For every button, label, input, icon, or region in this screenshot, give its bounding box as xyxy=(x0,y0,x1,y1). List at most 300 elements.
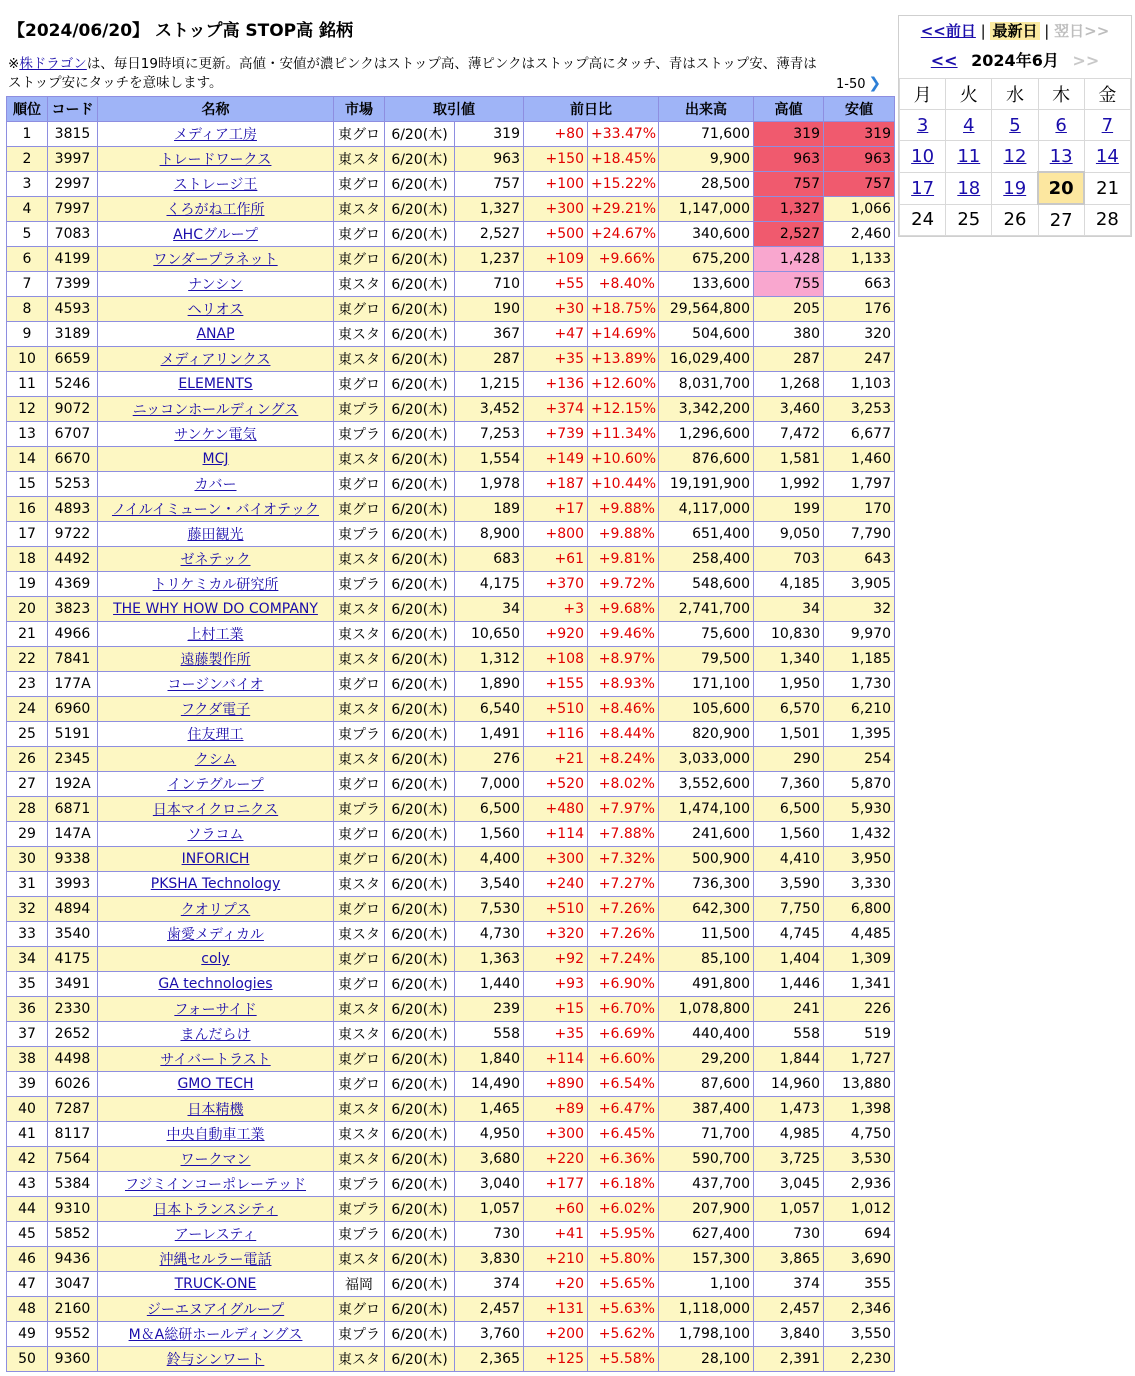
stock-name-link[interactable]: フジミインコーポレーテッド xyxy=(124,1177,307,1193)
stock-name-link[interactable]: トリケミカル研究所 xyxy=(152,577,279,593)
low-cell: 1,727 xyxy=(824,1047,895,1072)
code-cell: 7564 xyxy=(48,1147,98,1172)
table-row xyxy=(7,597,895,622)
stock-name-cell xyxy=(98,797,334,822)
change-cell: +35 xyxy=(524,347,588,372)
table-row xyxy=(7,422,895,447)
calendar-day-link[interactable]: 18 xyxy=(957,177,981,199)
change-cell: +739 xyxy=(524,422,588,447)
code-cell: 3047 xyxy=(48,1272,98,1297)
change-pct-cell: +11.34% xyxy=(588,422,659,447)
calendar-month-nav xyxy=(899,46,1131,76)
low-cell: 963 xyxy=(824,147,895,172)
rank-cell: 22 xyxy=(7,647,48,672)
code-cell: 6670 xyxy=(48,447,98,472)
stock-name-link[interactable]: くろがね工作所 xyxy=(166,202,265,218)
calendar-day-link[interactable]: 5 xyxy=(1009,114,1021,136)
high-cell: 730 xyxy=(754,1222,824,1247)
stock-name-link[interactable]: M＆A総研ホールディングス xyxy=(128,1327,303,1343)
rank-cell: 4 xyxy=(7,197,48,222)
calendar-day-link[interactable]: 4 xyxy=(963,114,975,136)
calendar-day-link[interactable]: 19 xyxy=(1003,177,1027,199)
code-cell: 4893 xyxy=(48,497,98,522)
change-cell: +800 xyxy=(524,522,588,547)
high-cell: 287 xyxy=(754,347,824,372)
stock-name-cell xyxy=(98,572,334,597)
market-cell: 東グロ xyxy=(334,947,385,972)
stock-name-link[interactable]: THE WHY HOW DO COMPANY xyxy=(113,601,318,617)
stock-name-cell xyxy=(98,347,334,372)
code-cell: 3189 xyxy=(48,322,98,347)
change-cell: +17 xyxy=(524,497,588,522)
low-cell: 3,530 xyxy=(824,1147,895,1172)
calendar-day-link[interactable]: 7 xyxy=(1101,114,1114,136)
stock-name-link[interactable]: ヘリオス xyxy=(187,302,244,318)
volume-cell: 627,400 xyxy=(659,1222,754,1247)
stock-name-link[interactable]: カバー xyxy=(194,477,237,493)
low-cell: 3,253 xyxy=(824,397,895,422)
change-pct-cell: +6.70% xyxy=(588,997,659,1022)
code-cell: 9338 xyxy=(48,847,98,872)
stock-name-link[interactable]: 遠藤製作所 xyxy=(180,652,251,668)
change-cell: +890 xyxy=(524,1072,588,1097)
market-cell: 福岡 xyxy=(334,1272,385,1297)
high-cell: 3,045 xyxy=(754,1172,824,1197)
next-page-arrow-icon[interactable]: ❯ xyxy=(868,74,882,92)
calendar-day xyxy=(1084,110,1130,141)
rank-cell: 48 xyxy=(7,1297,48,1322)
change-pct-cell: +6.36% xyxy=(588,1147,659,1172)
code-cell: 192A xyxy=(48,772,98,797)
code-cell: 6960 xyxy=(48,697,98,722)
change-cell: +131 xyxy=(524,1297,588,1322)
low-cell: 2,460 xyxy=(824,222,895,247)
table-row xyxy=(7,397,895,422)
volume-cell: 3,342,200 xyxy=(659,397,754,422)
calendar-day-link[interactable]: 6 xyxy=(1055,114,1067,136)
table-row xyxy=(7,797,895,822)
code-cell: 4175 xyxy=(48,947,98,972)
header-volume: 出来高 xyxy=(659,97,754,122)
market-cell: 東スタ xyxy=(334,597,385,622)
code-cell: 4966 xyxy=(48,622,98,647)
calendar-day: 25 xyxy=(946,204,992,236)
code-cell: 5253 xyxy=(48,472,98,497)
market-cell: 東プラ xyxy=(334,422,385,447)
table-row xyxy=(7,272,895,297)
market-cell: 東グロ xyxy=(334,847,385,872)
high-cell: 319 xyxy=(754,122,824,147)
stock-name-link[interactable]: クシム xyxy=(194,752,237,768)
price-cell: 3,452 xyxy=(455,397,524,422)
stock-name-link[interactable]: ノイルイミューン・バイオテック xyxy=(111,502,320,518)
stock-name-cell xyxy=(98,1147,334,1172)
low-cell: 3,690 xyxy=(824,1247,895,1272)
table-row xyxy=(7,997,895,1022)
date-cell: 6/20(木) xyxy=(385,1197,455,1222)
high-cell: 10,830 xyxy=(754,622,824,647)
calendar-day xyxy=(1038,141,1084,173)
change-pct-cell: +9.72% xyxy=(588,572,659,597)
date-cell: 6/20(木) xyxy=(385,772,455,797)
stock-name-link[interactable]: 歯愛メディカル xyxy=(167,927,264,943)
rank-cell: 50 xyxy=(7,1347,48,1372)
change-pct-cell: +9.81% xyxy=(588,547,659,572)
low-cell: 6,800 xyxy=(824,897,895,922)
low-cell: 3,905 xyxy=(824,572,895,597)
stock-name-link[interactable]: ニッコンホールディングス xyxy=(132,402,299,418)
price-cell: 7,253 xyxy=(455,422,524,447)
market-cell: 東スタ xyxy=(334,1347,385,1372)
volume-cell: 504,600 xyxy=(659,322,754,347)
stock-name-link[interactable]: 日本精機 xyxy=(187,1102,244,1118)
stock-name-cell xyxy=(98,747,334,772)
calendar-day-link[interactable]: 13 xyxy=(1049,145,1073,167)
price-cell: 1,890 xyxy=(455,672,524,697)
change-cell: +177 xyxy=(524,1172,588,1197)
volume-cell: 157,300 xyxy=(659,1247,754,1272)
stock-name-link[interactable]: 鈴与シンワート xyxy=(166,1352,265,1368)
code-cell: 3491 xyxy=(48,972,98,997)
high-cell: 4,985 xyxy=(754,1122,824,1147)
high-cell: 963 xyxy=(754,147,824,172)
stock-name-link[interactable]: コージンバイオ xyxy=(167,677,264,693)
stock-name-link[interactable]: 日本マイクロニクス xyxy=(152,802,279,818)
stock-name-link[interactable]: GA technologies xyxy=(158,976,273,992)
table-row xyxy=(7,1197,895,1222)
code-cell: 9552 xyxy=(48,1322,98,1347)
stock-name-link[interactable]: 日本トランスシティ xyxy=(153,1202,278,1218)
stock-name-cell xyxy=(98,597,334,622)
calendar-day-link[interactable]: 3 xyxy=(916,114,929,136)
table-row xyxy=(7,1272,895,1297)
price-cell: 1,840 xyxy=(455,1047,524,1072)
code-cell: 6659 xyxy=(48,347,98,372)
code-cell: 2997 xyxy=(48,172,98,197)
price-cell: 1,491 xyxy=(455,722,524,747)
high-cell: 1,581 xyxy=(754,447,824,472)
stock-name-link[interactable]: ストレージ王 xyxy=(173,177,258,193)
date-cell: 6/20(木) xyxy=(385,1147,455,1172)
stock-name-cell xyxy=(98,122,334,147)
code-cell: 3997 xyxy=(48,147,98,172)
table-row xyxy=(7,447,895,472)
stock-name-link[interactable]: まんだらけ xyxy=(180,1027,251,1043)
stock-name-cell xyxy=(98,147,334,172)
market-cell: 東スタ xyxy=(334,1247,385,1272)
market-cell: 東スタ xyxy=(334,647,385,672)
stock-name-link[interactable]: インテグループ xyxy=(167,777,264,793)
rank-cell: 43 xyxy=(7,1172,48,1197)
volume-cell: 548,600 xyxy=(659,572,754,597)
code-cell: 7083 xyxy=(48,222,98,247)
stock-name-link[interactable]: AHCグループ xyxy=(173,227,258,243)
stock-name-cell xyxy=(98,172,334,197)
stock-name-cell xyxy=(98,1297,334,1322)
stock-name-cell xyxy=(98,397,334,422)
stock-name-link[interactable]: MCJ xyxy=(202,451,229,467)
kabu-dragon-link[interactable]: 株ドラゴン xyxy=(19,56,87,72)
rank-cell: 9 xyxy=(7,322,48,347)
volume-cell: 258,400 xyxy=(659,547,754,572)
volume-cell: 207,900 xyxy=(659,1197,754,1222)
table-row xyxy=(7,1097,895,1122)
change-pct-cell: +7.24% xyxy=(588,947,659,972)
calendar-day xyxy=(1084,141,1130,173)
calendar-day-link[interactable]: 17 xyxy=(911,177,935,199)
rank-cell: 42 xyxy=(7,1147,48,1172)
low-cell: 5,930 xyxy=(824,797,895,822)
price-cell: 1,560 xyxy=(455,822,524,847)
stock-name-cell xyxy=(98,247,334,272)
stock-name-link[interactable]: フクダ電子 xyxy=(180,702,251,718)
date-cell: 6/20(木) xyxy=(385,922,455,947)
price-cell: 374 xyxy=(455,1272,524,1297)
date-cell: 6/20(木) xyxy=(385,897,455,922)
change-cell: +114 xyxy=(524,822,588,847)
date-cell: 6/20(木) xyxy=(385,1347,455,1372)
code-cell: 3540 xyxy=(48,922,98,947)
volume-cell: 241,600 xyxy=(659,822,754,847)
change-cell: +80 xyxy=(524,122,588,147)
calendar-day-link[interactable]: 10 xyxy=(911,145,935,167)
stock-name-cell xyxy=(98,422,334,447)
latest-day-label[interactable]: 最新日 xyxy=(992,22,1038,40)
stock-name-link[interactable]: 中央自動車工業 xyxy=(166,1127,265,1143)
rank-cell: 17 xyxy=(7,522,48,547)
stock-name-link[interactable]: 沖縄セルラー電話 xyxy=(159,1252,272,1268)
code-cell: 4894 xyxy=(48,897,98,922)
date-cell: 6/20(木) xyxy=(385,1097,455,1122)
change-pct-cell: +5.95% xyxy=(588,1222,659,1247)
calendar-week-row xyxy=(900,172,1131,204)
change-pct-cell: +6.18% xyxy=(588,1172,659,1197)
market-cell: 東グロ xyxy=(334,297,385,322)
stock-name-link[interactable]: INFORICH xyxy=(181,851,250,867)
rank-cell: 12 xyxy=(7,397,48,422)
change-pct-cell: +8.44% xyxy=(588,722,659,747)
rank-cell: 6 xyxy=(7,247,48,272)
volume-cell: 1,296,600 xyxy=(659,422,754,447)
stock-name-link[interactable]: GMO TECH xyxy=(177,1076,254,1092)
stock-name-link[interactable]: PKSHA Technology xyxy=(150,876,281,892)
change-cell: +510 xyxy=(524,697,588,722)
volume-cell: 651,400 xyxy=(659,522,754,547)
rank-cell: 14 xyxy=(7,447,48,472)
header-rank: 順位 xyxy=(7,97,48,122)
market-cell: 東スタ xyxy=(334,147,385,172)
price-cell: 1,312 xyxy=(455,647,524,672)
stock-name-cell xyxy=(98,1247,334,1272)
stock-name-link[interactable]: ELEMENTS xyxy=(178,376,253,392)
change-cell: +155 xyxy=(524,672,588,697)
low-cell: 1,395 xyxy=(824,722,895,747)
date-cell: 6/20(木) xyxy=(385,997,455,1022)
table-row xyxy=(7,972,895,997)
price-cell: 4,175 xyxy=(455,572,524,597)
note-text: は、毎日19時頃に更新。高値・安値が濃ピンクはストップ高、薄ピンクはストップ高にタッチ、青はストップ安、薄青はストップ安にタッチを意味します。 xyxy=(8,56,817,91)
date-cell: 6/20(木) xyxy=(385,422,455,447)
stock-name-link[interactable]: ジーエヌアイグループ xyxy=(146,1302,285,1318)
stock-name-link[interactable]: 藤田観光 xyxy=(187,527,244,543)
high-cell: 4,745 xyxy=(754,922,824,947)
stock-table xyxy=(6,96,895,1372)
table-row xyxy=(7,822,895,847)
high-cell: 1,340 xyxy=(754,647,824,672)
market-cell: 東スタ xyxy=(334,1097,385,1122)
price-cell: 14,490 xyxy=(455,1072,524,1097)
stock-name-link[interactable]: トレードワークス xyxy=(159,152,272,168)
stock-name-cell xyxy=(98,222,334,247)
stock-name-link[interactable]: ナンシン xyxy=(188,277,243,293)
price-cell: 1,215 xyxy=(455,372,524,397)
rank-cell: 39 xyxy=(7,1072,48,1097)
page-title: 【2024/06/20】 ストップ高 STOP高 銘柄 xyxy=(8,21,354,41)
stock-name-link[interactable]: ワンダープラネット xyxy=(153,252,278,268)
change-pct-cell: +8.24% xyxy=(588,747,659,772)
high-cell: 1,327 xyxy=(754,197,824,222)
stock-name-link[interactable]: ソラコム xyxy=(187,827,244,843)
stock-name-link[interactable]: 住友理工 xyxy=(187,727,244,743)
calendar-day xyxy=(946,110,992,141)
market-cell: 東スタ xyxy=(334,872,385,897)
market-cell: 東グロ xyxy=(334,372,385,397)
code-cell: 7399 xyxy=(48,272,98,297)
rank-cell: 44 xyxy=(7,1197,48,1222)
table-row xyxy=(7,1122,895,1147)
stock-name-link[interactable]: ゼネテック xyxy=(180,552,251,568)
date-cell: 6/20(木) xyxy=(385,1247,455,1272)
change-pct-cell: +9.88% xyxy=(588,522,659,547)
change-pct-cell: +9.46% xyxy=(588,622,659,647)
stock-name-link[interactable]: メディア工房 xyxy=(174,127,257,143)
low-cell: 254 xyxy=(824,747,895,772)
change-cell: +61 xyxy=(524,547,588,572)
stock-name-link[interactable]: クオリプス xyxy=(180,902,251,918)
stock-name-link[interactable]: メディアリンクス xyxy=(160,352,271,368)
low-cell: 757 xyxy=(824,172,895,197)
volume-cell: 171,100 xyxy=(659,672,754,697)
high-cell: 1,473 xyxy=(754,1097,824,1122)
price-cell: 1,465 xyxy=(455,1097,524,1122)
change-pct-cell: +7.27% xyxy=(588,872,659,897)
rank-cell: 37 xyxy=(7,1022,48,1047)
price-cell: 683 xyxy=(455,547,524,572)
high-cell: 1,992 xyxy=(754,472,824,497)
table-row xyxy=(7,697,895,722)
prev-day-link[interactable]: <<前日 xyxy=(920,22,976,40)
stock-name-link[interactable]: ワークマン xyxy=(180,1152,251,1168)
change-cell: +136 xyxy=(524,372,588,397)
calendar-day-link[interactable]: 14 xyxy=(1095,145,1119,167)
prev-month-link[interactable]: << xyxy=(930,51,958,70)
stock-name-cell xyxy=(98,272,334,297)
change-pct-cell: +6.45% xyxy=(588,1122,659,1147)
code-cell: 2652 xyxy=(48,1022,98,1047)
stock-name-cell xyxy=(98,472,334,497)
stock-name-link[interactable]: coly xyxy=(201,951,230,967)
stock-name-link[interactable]: フォーサイド xyxy=(174,1002,257,1018)
market-cell: 東スタ xyxy=(334,747,385,772)
rank-cell: 20 xyxy=(7,597,48,622)
low-cell: 4,485 xyxy=(824,922,895,947)
change-cell: +35 xyxy=(524,1022,588,1047)
volume-cell: 105,600 xyxy=(659,697,754,722)
rank-cell: 49 xyxy=(7,1322,48,1347)
code-cell: 9072 xyxy=(48,397,98,422)
table-row xyxy=(7,872,895,897)
market-cell: 東グロ xyxy=(334,1297,385,1322)
change-cell: +109 xyxy=(524,247,588,272)
high-cell: 7,360 xyxy=(754,772,824,797)
market-cell: 東グロ xyxy=(334,897,385,922)
stock-name-link[interactable]: TRUCK-ONE xyxy=(174,1276,257,1292)
low-cell: 13,880 xyxy=(824,1072,895,1097)
change-cell: +47 xyxy=(524,322,588,347)
table-header-row xyxy=(7,97,895,122)
volume-cell: 8,031,700 xyxy=(659,372,754,397)
calendar-day: 26 xyxy=(992,204,1038,236)
date-cell: 6/20(木) xyxy=(385,797,455,822)
market-cell: 東グロ xyxy=(334,672,385,697)
code-cell: 9436 xyxy=(48,1247,98,1272)
header-price: 取引値 xyxy=(385,97,524,122)
market-cell: 東スタ xyxy=(334,922,385,947)
code-cell: 5384 xyxy=(48,1172,98,1197)
change-pct-cell: +18.75% xyxy=(588,297,659,322)
rank-cell: 18 xyxy=(7,547,48,572)
stock-name-cell xyxy=(98,322,334,347)
low-cell: 226 xyxy=(824,997,895,1022)
table-row xyxy=(7,947,895,972)
month-label: 2024年6月 xyxy=(971,51,1059,70)
low-cell: 6,677 xyxy=(824,422,895,447)
market-cell: 東プラ xyxy=(334,1197,385,1222)
high-cell: 1,501 xyxy=(754,722,824,747)
date-cell: 6/20(木) xyxy=(385,1322,455,1347)
date-cell: 6/20(木) xyxy=(385,272,455,297)
low-cell: 643 xyxy=(824,547,895,572)
high-cell: 1,428 xyxy=(754,247,824,272)
calendar-day xyxy=(900,172,946,204)
stock-name-link[interactable]: 上村工業 xyxy=(187,627,244,643)
table-row xyxy=(7,1297,895,1322)
calendar-day-link[interactable]: 11 xyxy=(957,145,981,167)
header-high: 高値 xyxy=(754,97,824,122)
volume-cell: 437,700 xyxy=(659,1172,754,1197)
market-cell: 東スタ xyxy=(334,447,385,472)
market-cell: 東グロ xyxy=(334,1072,385,1097)
stock-name-link[interactable]: サイバートラスト xyxy=(160,1052,271,1068)
date-cell: 6/20(木) xyxy=(385,847,455,872)
market-cell: 東スタ xyxy=(334,547,385,572)
date-cell: 6/20(木) xyxy=(385,472,455,497)
stock-name-link[interactable]: サンケン電気 xyxy=(174,427,257,443)
price-cell: 7,530 xyxy=(455,897,524,922)
change-cell: +220 xyxy=(524,1147,588,1172)
change-pct-cell: +5.62% xyxy=(588,1322,659,1347)
price-cell: 34 xyxy=(455,597,524,622)
market-cell: 東グロ xyxy=(334,472,385,497)
code-cell: 7997 xyxy=(48,197,98,222)
calendar-day-link[interactable]: 12 xyxy=(1003,145,1027,167)
stock-name-link[interactable]: ANAP xyxy=(196,326,235,342)
high-cell: 1,844 xyxy=(754,1047,824,1072)
change-pct-cell: +7.88% xyxy=(588,822,659,847)
stock-name-link[interactable]: アーレスティ xyxy=(174,1227,257,1243)
date-cell: 6/20(木) xyxy=(385,322,455,347)
change-cell: +92 xyxy=(524,947,588,972)
